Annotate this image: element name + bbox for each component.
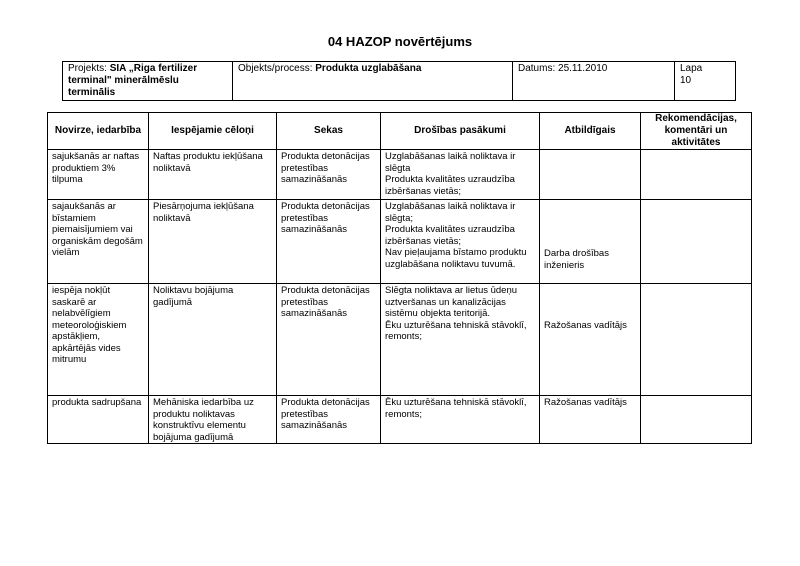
measure-item: Ēku uzturēšana tehniskā stāvoklī, remonts; xyxy=(385,319,527,342)
header-table xyxy=(62,61,736,101)
consequence-cell: Produkta detonācijas pretestības samazināšanās xyxy=(277,284,381,396)
project-value: SIA „Riga fertilizer terminal" minerālmēslu terminālis xyxy=(68,63,198,98)
deviation-cell: produkta sadrupšana xyxy=(48,396,149,444)
measures-cell xyxy=(381,284,540,396)
cause-cell: Piesārņojuma iekļūšana noliktavā xyxy=(149,200,277,284)
date-value: 25.11.2010 xyxy=(558,63,608,74)
deviation-cell: sajukšanās ar naftas produktiem 3% tilpuma xyxy=(48,150,149,200)
consequence-cell: Produkta detonācijas pretestības samazināšanās xyxy=(277,150,381,200)
object-value: Produkta uzglabāšana xyxy=(315,63,422,74)
object-cell xyxy=(233,62,513,101)
consequence-cell: Produkta detonācijas pretestības samazināšanās xyxy=(277,396,381,444)
date-label: Datums: xyxy=(518,63,556,74)
recommendations-cell xyxy=(641,150,752,200)
column-header: Iespējamie cēloņi xyxy=(149,113,277,150)
table-row xyxy=(48,284,752,396)
recommendations-cell xyxy=(641,396,752,444)
column-header: Sekas xyxy=(277,113,381,150)
page-number: 10 xyxy=(680,75,692,86)
measure-item: Nav pieļaujama bīstamo produktu uzglabāšana noliktavu tuvumā. xyxy=(385,247,527,270)
date-cell xyxy=(513,62,675,101)
measures-cell xyxy=(381,200,540,284)
measures-cell xyxy=(381,150,540,200)
cause-cell: Naftas produktu iekļūšana noliktavā xyxy=(149,150,277,200)
recommendations-cell xyxy=(641,284,752,396)
table-header-row xyxy=(48,113,752,150)
measure-item: Produkta kvalitātes uzraudzība izbēršanas vietās; xyxy=(385,224,515,247)
column-header: Drošības pasākumi xyxy=(381,113,540,150)
page-label: Lapa xyxy=(680,63,703,74)
responsible-cell: Ražošanas vadītājs xyxy=(540,284,641,396)
table-row xyxy=(48,200,752,284)
measure-item: Uzglabāšanas laikā noliktava ir slēgta; xyxy=(385,201,516,224)
measure-item: Slēgta noliktava ar lietus ūdeņu uztveršanas un kanalizācijas sistēmu objekta teritorijā. xyxy=(385,285,518,319)
column-header: Novirze, iedarbība xyxy=(48,113,149,150)
measure-item: Uzglabāšanas laikā noliktava ir slēgta xyxy=(385,151,516,174)
deviation-cell: sajaukšanās ar bīstamiem piemaisījumiem vai organiskām degošām vielām xyxy=(48,200,149,284)
responsible-cell: Ražošanas vadītājs xyxy=(540,396,641,444)
table-row xyxy=(48,150,752,200)
column-header: Rekomendācijas, komentāri un aktivitātes xyxy=(641,113,752,150)
measure-item: Ēku uzturēšana tehniskā stāvoklī, remonts; xyxy=(385,397,527,420)
project-cell xyxy=(63,62,233,101)
cause-cell: Mehāniska iedarbība uz produktu noliktavas konstruktīvu elementu bojājuma gadījumā xyxy=(149,396,277,444)
consequence-cell: Produkta detonācijas pretestības samazināšanās xyxy=(277,200,381,284)
page-cell xyxy=(675,62,736,101)
column-header: Atbildīgais xyxy=(540,113,641,150)
measures-cell xyxy=(381,396,540,444)
measure-item: Produkta kvalitātes uzraudzība izbēršanas vietās; xyxy=(385,174,515,197)
document-title: 04 HAZOP novērtējums xyxy=(327,34,473,49)
hazop-table xyxy=(47,112,752,444)
project-label: Projekts: xyxy=(68,63,107,74)
recommendations-cell xyxy=(641,200,752,284)
responsible-cell xyxy=(540,150,641,200)
table-row xyxy=(48,396,752,444)
object-label: Objekts/process: xyxy=(238,63,313,74)
responsible-cell: Darba drošības inženieris xyxy=(540,200,641,284)
cause-cell: Noliktavu bojājuma gadījumā xyxy=(149,284,277,396)
deviation-cell: iespēja nokļūt saskarē ar nelabvēlīgiem meteoroloģiskiem apstākļiem, apkārtējās vides mitrumu xyxy=(48,284,149,396)
